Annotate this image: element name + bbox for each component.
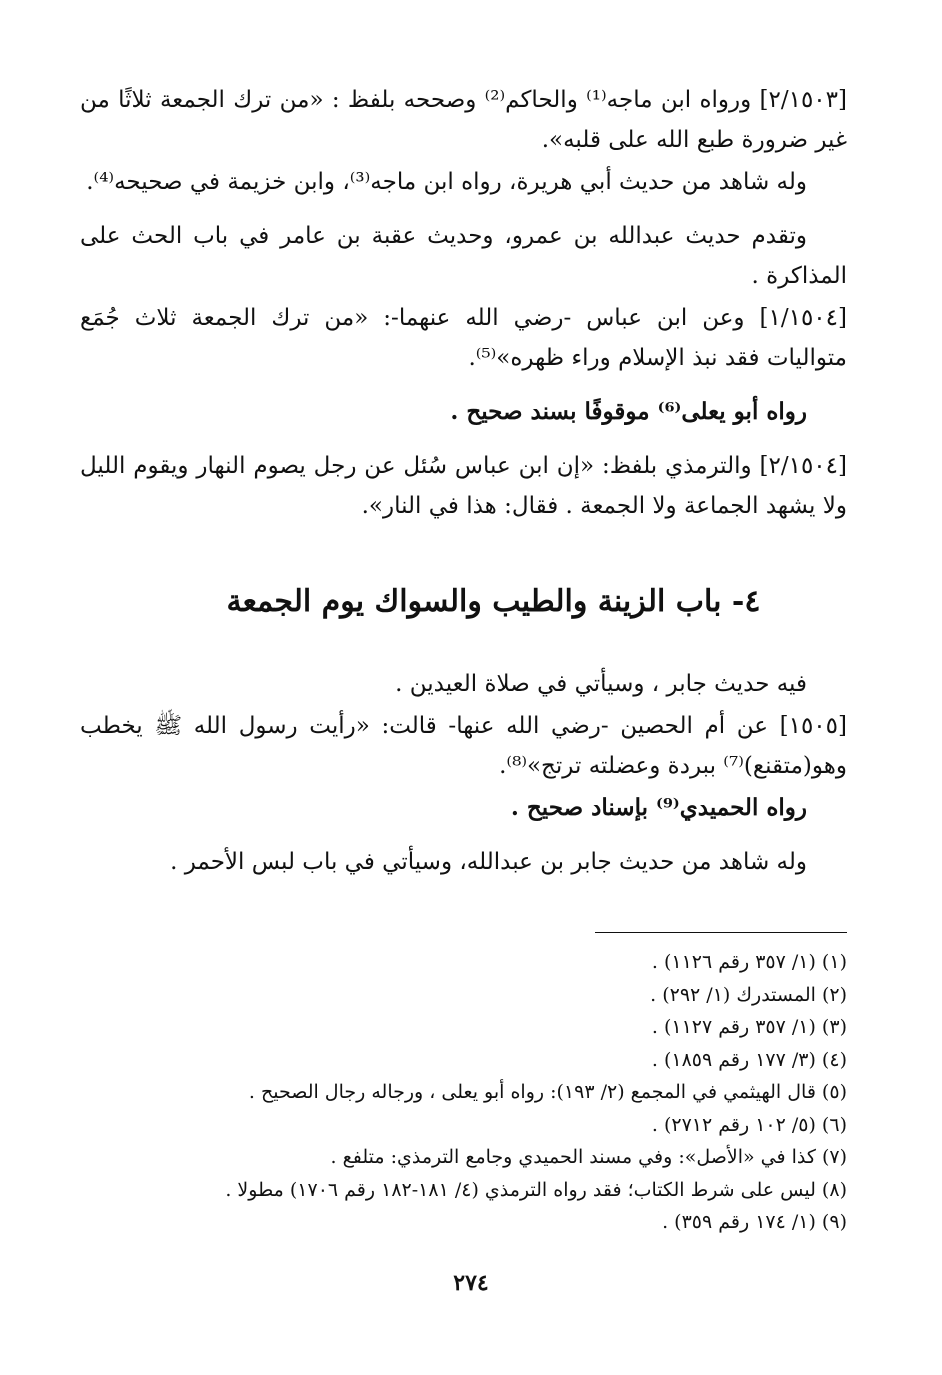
footnotes	[120, 946, 847, 1239]
paragraph-abu-hurayra-witness: وله شاهد من حديث أبي هريرة، رواه ابن ماجه⁽³⁾، وابن خزيمة في صحيحه⁽⁴⁾.	[86, 169, 807, 195]
paragraph-humaydi-narration: رواه الحميدي⁽⁹⁾ بإسناد صحيح .	[510, 794, 807, 821]
paragraph-previous-hadiths: وتقدم حديث عبدالله بن عمرو، وحديث عقبة بن عامر في باب الحث على المذاكرة .	[80, 223, 847, 289]
paragraph-abu-yala-narration: رواه أبو يعلى⁽⁶⁾ موقوفًا بسند صحيح .	[450, 398, 807, 425]
chapter-heading: ٤- باب الزينة والطيب والسواك يوم الجمعة	[226, 584, 761, 619]
paragraph-1503-2: [٢/١٥٠٣] ورواه ابن ماجه⁽¹⁾ والحاكم⁽²⁾ وصححه بلفظ : «من ترك الجمعة ثلاثًا من غير ضرورة طبع الله على قلبه».	[80, 87, 848, 153]
page-number: ٢٧٤	[453, 1270, 489, 1296]
footnote-8: (٨) ليس على شرط الكتاب؛ فقد رواه الترمذي (٤/ ١٨١-١٨٢ رقم ١٧٠٦) مطولا .	[225, 1178, 847, 1201]
footnote-9: (٩) (١/ ١٧٤ رقم ٣٥٩) .	[662, 1211, 847, 1233]
footnote-6: (٦) (٥/ ١٠٢ رقم ٢٧١٢) .	[651, 1113, 847, 1136]
paragraph-jabir-witness: وله شاهد من حديث جابر بن عبدالله، وسيأتي في باب لبس الأحمر .	[170, 849, 807, 875]
footnote-7: (٧) كذا في «الأصل»: وفي مسند الحميدي وجامع الترمذي: متلفع .	[330, 1146, 847, 1168]
footnote-4: (٤) (٣/ ١٧٧ رقم ١٨٥٩) .	[651, 1048, 847, 1071]
footnote-separator	[595, 932, 847, 933]
paragraph-1505: [١٥٠٥] عن أم الحصين -رضي الله عنها- قالت: «رأيت رسول الله ﷺ يخطب وهو(متقنع)⁽⁷⁾ ببردة وعضلته ترتج»⁽⁸⁾.	[80, 713, 847, 779]
footnote-2: (٢) المستدرك (١/ ٢٩٢) .	[650, 983, 847, 1006]
paragraph-1504-1: [١/١٥٠٤] وعن ابن عباس -رضي الله عنهما-: «من ترك الجمعة ثلاث جُمَع متواليات فقد نبذ الإسلام وراء ظهره»⁽⁵⁾.	[80, 305, 847, 371]
paragraph-jabir-hadith: فيه حديث جابر ، وسيأتي في صلاة العيدين .	[395, 671, 807, 697]
main-text	[80, 80, 847, 896]
footnote-1: (١) (١/ ٣٥٧ رقم ١١٢٦) .	[651, 951, 847, 973]
paragraph-1504-2: [٢/١٥٠٤] والترمذي بلفظ: «إن ابن عباس سُئل عن رجل يصوم النهار ويقوم الليل ولا يشهد الجماعة ولا الجمعة . فقال: هذا في النار».	[80, 453, 847, 519]
footnote-5: (٥) قال الهيثمي في المجمع (٢/ ١٩٣): رواه أبو يعلى ، ورجاله رجال الصحيح .	[248, 1081, 847, 1103]
footnote-3: (٣) (١/ ٣٥٧ رقم ١١٢٧) .	[651, 1016, 847, 1038]
